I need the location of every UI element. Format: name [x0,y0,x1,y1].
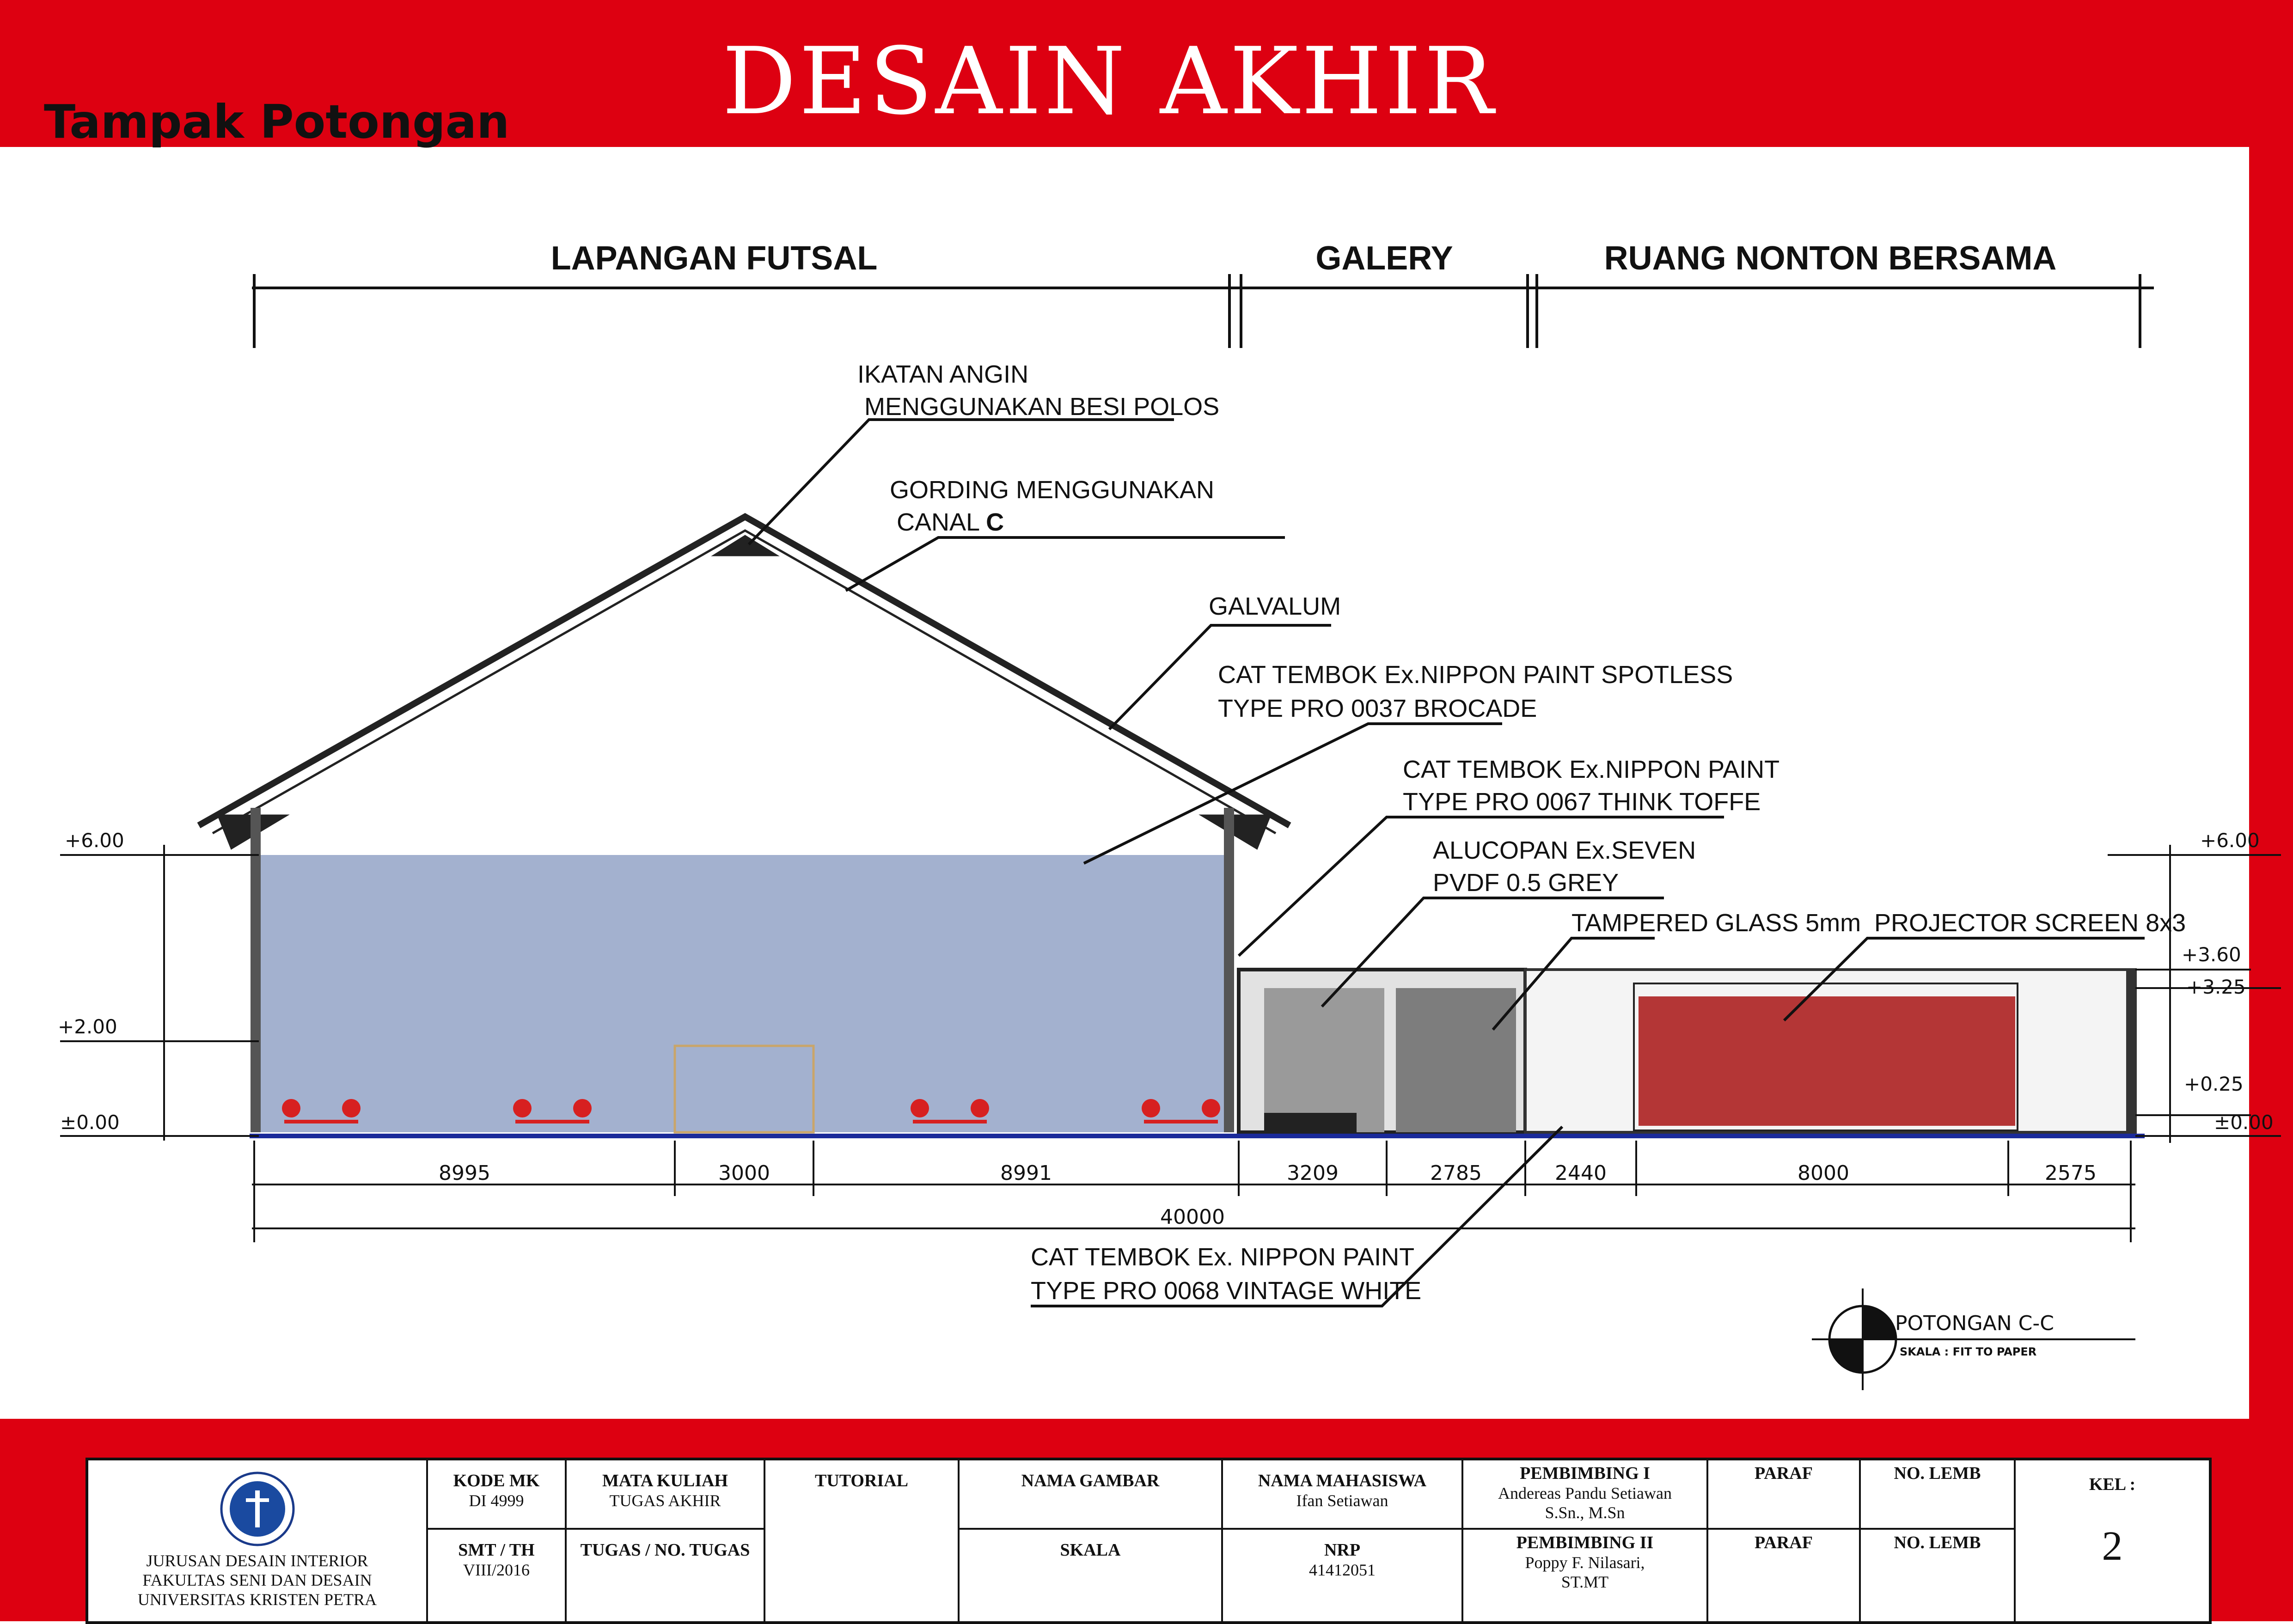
nama-gambar-label: NAMA GAMBAR [1021,1471,1160,1490]
note-gording-1: GORDING MENGGUNAKAN [890,476,1215,504]
pembimbing-2-title: ST.MT [1561,1573,1609,1591]
pembimbing-1-cell [1463,1460,1708,1530]
tutorial-cell [765,1460,960,1621]
dim-2440: 2440 [1555,1161,1607,1185]
dim-3209: 3209 [1287,1161,1339,1185]
pembimbing-1-name: Andereas Pandu Setiawan [1498,1484,1672,1502]
note-glass: TAMPERED GLASS 5mm [1571,909,1861,937]
dim-3000: 3000 [718,1161,770,1185]
dim-2575: 2575 [2045,1161,2097,1185]
no-lemb-1-label: NO. LEMB [1894,1464,1981,1483]
paraf-2-label: PARAF [1755,1533,1813,1552]
note-ikatan-2: MENGGUNAKAN BESI POLOS [864,393,1220,421]
nrp-cell [1223,1530,1463,1621]
level-right-325: +3.25 [2186,976,2246,998]
zone-label-galery: GALERY [1315,240,1453,277]
nama-mahasiswa-value: Ifan Setiawan [1296,1491,1388,1510]
institution-line-1: JURUSAN DESAIN INTERIOR [146,1551,368,1570]
note-cat1-2: TYPE PRO 0037 BROCADE [1218,695,1537,722]
roof [199,517,1290,849]
note-cat1-1: CAT TEMBOK Ex.NIPPON PAINT SPOTLESS [1218,661,1733,689]
kel-cell [2016,1460,2209,1621]
note-cat2-1: CAT TEMBOK Ex.NIPPON PAINT [1403,756,1780,783]
skala-label: SKALA [1060,1540,1121,1560]
note-cat3-1: CAT TEMBOK Ex. NIPPON PAINT [1031,1243,1415,1271]
zone-label-futsal: LAPANGAN FUTSAL [550,240,878,277]
level-right-000: ±0.00 [2214,1111,2274,1134]
no-lemb-1-cell [1861,1460,2016,1530]
note-alu-1: ALUCOPAN Ex.SEVEN [1433,836,1696,864]
futsal-wall [259,855,1225,1132]
pembimbing-2-label: PEMBIMBING II [1516,1533,1654,1552]
kode-mk-label: KODE MK [453,1471,540,1490]
smt-value: VIII/2016 [463,1561,530,1579]
level-right-025: +0.25 [2184,1073,2244,1095]
note-gording-2: CANAL C [897,508,1004,536]
kel-value: 2 [2102,1523,2123,1569]
section-scale: SKALA : FIT TO PAPER [1900,1345,2037,1358]
dim-2785: 2785 [1430,1161,1482,1185]
dim-total: 40000 [1160,1205,1225,1229]
left-level-lines [60,845,259,1141]
gallery-panel-2 [1396,988,1516,1132]
paraf-1-cell [1708,1460,1861,1530]
level-right-360: +3.60 [2182,943,2241,966]
pembimbing-1-title: S.Sn., M.Sn [1545,1503,1625,1522]
zone-label-nonton: RUANG NONTON BERSAMA [1604,240,2057,277]
institution-line-3: UNIVERSITAS KRISTEN PETRA [137,1590,377,1609]
title-block [86,1458,2212,1624]
dim-8995: 8995 [439,1161,490,1185]
kode-mk-cell [428,1460,567,1530]
tugas-cell [567,1530,765,1621]
level-left-000: ±0.00 [60,1111,120,1134]
no-lemb-2-cell [1861,1530,2016,1621]
gallery-dark-strip [1264,1113,1357,1132]
note-projector: PROJECTOR SCREEN 8x3 [1874,909,2186,937]
tutorial-label: TUTORIAL [814,1471,909,1490]
nrp-label: NRP [1324,1540,1361,1560]
section-drawing [0,147,2274,1419]
page-subtitle: Tampak Potongan [44,95,510,149]
dim-8991: 8991 [1000,1161,1052,1185]
level-left-200: +2.00 [58,1015,117,1038]
no-lemb-2-label: NO. LEMB [1894,1533,1981,1552]
nama-mahasiswa-cell [1223,1460,1463,1530]
nrp-value: 41412051 [1309,1561,1376,1579]
level-right-600: +6.00 [2200,829,2260,852]
institution-cell [88,1460,428,1621]
mata-kuliah-cell [567,1460,765,1530]
skala-cell [960,1530,1223,1621]
pembimbing-1-label: PEMBIMBING I [1520,1464,1650,1483]
smt-label: SMT / TH [458,1540,535,1560]
projector-screen [1639,996,2015,1126]
institution-line-2: FAKULTAS SENI DAN DESAIN [142,1571,372,1589]
section-title: POTONGAN C-C [1895,1312,2055,1335]
right-column [2126,970,2136,1132]
paraf-2-cell [1708,1530,1861,1621]
kel-label: KEL : [2089,1475,2136,1494]
mata-kuliah-value: TUGAS AKHIR [609,1491,721,1510]
dim-8000: 8000 [1798,1161,1849,1185]
pembimbing-2-cell [1463,1530,1708,1621]
zone-dimension-lines [252,274,2154,348]
nama-gambar-cell [960,1460,1223,1530]
pembimbing-2-name: Poppy F. Nilasari, [1525,1553,1645,1572]
level-left-600: +6.00 [65,829,124,852]
paraf-1-label: PARAF [1755,1464,1813,1483]
gallery-panel-1 [1264,988,1384,1132]
university-logo [218,1470,297,1548]
tugas-label: TUGAS / NO. TUGAS [580,1540,750,1560]
note-galvalum: GALVALUM [1209,592,1341,620]
nama-mahasiswa-label: NAMA MAHASISWA [1258,1471,1427,1490]
note-cat2-2: TYPE PRO 0067 THINK TOFFE [1403,788,1761,816]
section-symbol [1812,1288,2135,1390]
smt-cell [428,1530,567,1621]
note-alu-2: PVDF 0.5 GREY [1433,869,1619,897]
note-ikatan-1: IKATAN ANGIN [857,360,1029,388]
right-border-strip [2249,147,2293,1419]
page-title: DESAIN AKHIR [722,28,1497,135]
note-cat3-2: TYPE PRO 0068 VINTAGE WHITE [1031,1277,1422,1305]
kode-mk-value: DI 4999 [469,1491,524,1510]
mata-kuliah-label: MATA KULIAH [602,1471,728,1490]
column-mid [1224,808,1234,1132]
column-left [251,808,261,1132]
